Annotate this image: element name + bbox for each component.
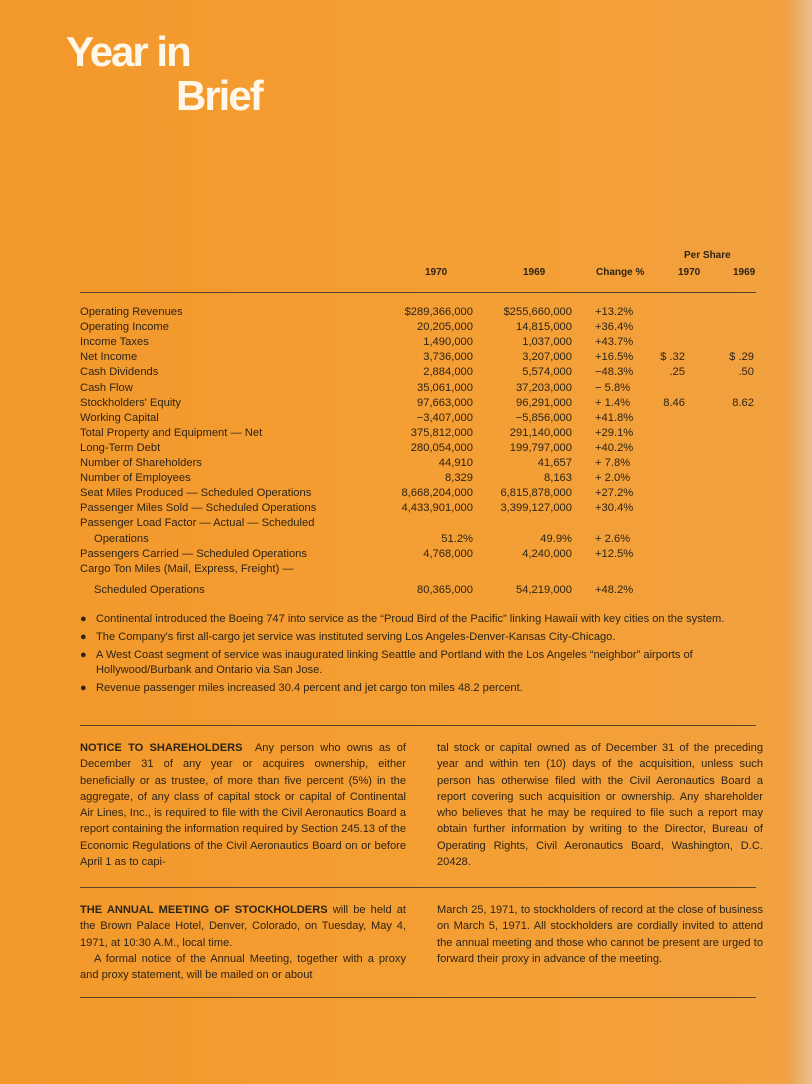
meeting-heading: THE ANNUAL MEETING OF STOCKHOLDERS xyxy=(80,904,328,916)
divider-3 xyxy=(80,997,756,998)
row-label: Number of Shareholders xyxy=(80,457,202,469)
row-label: Working Capital xyxy=(80,411,159,424)
table-row xyxy=(80,547,760,562)
title-line-2: Brief xyxy=(176,72,262,119)
row-label: Cash Flow xyxy=(80,381,133,394)
table-row xyxy=(80,350,760,365)
value-1970: 4,433,901,000 xyxy=(401,502,473,515)
bullet-item xyxy=(80,648,730,678)
value-1969: 54,219,000 xyxy=(516,583,572,596)
change-percent: + 2.0% xyxy=(595,472,631,485)
value-1970: 80,365,000 xyxy=(417,583,473,596)
row-label: Income Taxes xyxy=(80,336,149,349)
bullet-dot-icon: ● xyxy=(80,613,87,625)
value-1969: 5,574,000 xyxy=(522,366,572,379)
change-percent: + 2.6% xyxy=(595,532,631,545)
change-percent: +48.2% xyxy=(595,583,634,596)
meeting-left-text-2: A formal notice of the Annual Meeting, together with a proxy and proxy statement, will be mailed on or about xyxy=(80,952,406,982)
notice-right-text: tal stock or capital owned as of December 31 of the preceding year and within ten (10) days of the acquisition, unless such person has otherwise filed with the Civil Aeronautics Board a report covering such acquisition or ownership. Any shareholder who believes that he may be required to file such a report may obtain further information by writing to the Director, Bureau of Operating Rights, Civil Aeronautics Board, Washington, D.C. 20428. xyxy=(437,742,763,869)
row-label: Passenger Miles Sold — Scheduled Operations xyxy=(80,502,317,515)
table-row xyxy=(80,305,760,320)
bullet-text: A West Coast segment of service was inaugurated linking Seattle and Portland with the Los Angeles “neighbor” airports of Hollywood/Burbank and Ontario via San Jose. xyxy=(96,649,693,676)
change-percent: − 5.8% xyxy=(595,381,631,394)
value-1970: −3,407,000 xyxy=(416,411,473,424)
row-label: Operating Income xyxy=(80,321,169,334)
table-row xyxy=(80,583,760,598)
table-row xyxy=(80,501,760,516)
page-edge-shading xyxy=(790,0,812,1084)
value-1969: 3,399,127,000 xyxy=(500,502,572,515)
row-label: Total Property and Equipment — Net xyxy=(80,426,263,439)
value-1969: $255,660,000 xyxy=(503,306,572,318)
value-1970: 44,910 xyxy=(438,457,473,469)
row-label: Stockholders' Equity xyxy=(80,396,182,409)
value-1969: 14,815,000 xyxy=(516,321,572,334)
row-label: Scheduled Operations xyxy=(94,583,205,596)
header-1970: 1970 xyxy=(425,267,448,278)
table-row xyxy=(80,320,760,335)
header-per-share-1970: 1970 xyxy=(678,267,701,278)
value-1969: 1,037,000 xyxy=(522,336,572,349)
value-1969: 6,815,878,000 xyxy=(500,487,572,500)
table-row xyxy=(80,411,760,426)
change-percent: + 1.4% xyxy=(595,396,631,409)
notice-heading: NOTICE TO SHAREHOLDERS xyxy=(80,742,243,754)
value-1969: 3,207,000 xyxy=(522,351,572,364)
header-change: Change % xyxy=(596,267,645,278)
value-1969: 37,203,000 xyxy=(516,381,572,394)
bullet-item xyxy=(80,630,730,645)
row-label: Number of Employees xyxy=(80,472,191,485)
value-1969: 41,657 xyxy=(537,457,572,469)
value-1970: 4,768,000 xyxy=(423,547,473,560)
value-1970: 97,663,000 xyxy=(417,396,473,409)
value-1970: 1,490,000 xyxy=(423,336,473,349)
per-share-1970: .25 xyxy=(669,366,685,379)
per-share-1969: 8.62 xyxy=(732,396,754,409)
row-label: Operations xyxy=(94,532,149,545)
per-share-1970: $ .32 xyxy=(660,351,685,364)
table-row xyxy=(80,426,760,441)
value-1969: 4,240,000 xyxy=(522,547,572,560)
value-1970: 3,736,000 xyxy=(423,351,473,364)
change-percent: +16.5% xyxy=(595,351,634,364)
value-1970: 2,884,000 xyxy=(423,366,473,379)
highlights-list xyxy=(80,612,730,699)
change-percent: +12.5% xyxy=(595,547,634,560)
table-row xyxy=(80,562,760,577)
title-line-1: Year in xyxy=(66,28,190,75)
value-1970: 8,668,204,000 xyxy=(401,487,473,500)
page-title xyxy=(66,30,262,118)
value-1970: 20,205,000 xyxy=(417,321,473,334)
per-share-1970: 8.46 xyxy=(663,396,685,409)
value-1970: 8,329 xyxy=(445,472,473,485)
table-row xyxy=(80,486,760,501)
bullet-item xyxy=(80,612,730,627)
bullet-dot-icon: ● xyxy=(80,649,87,661)
change-percent: +40.2% xyxy=(595,441,634,454)
change-percent: −48.3% xyxy=(595,366,634,379)
notice-right-column xyxy=(437,740,763,870)
bullet-text: Continental introduced the Boeing 747 into service as the “Proud Bird of the Pacific” linking Hawaii with key cities on the system. xyxy=(96,613,725,625)
change-percent: +29.1% xyxy=(595,426,634,439)
change-percent: +13.2% xyxy=(595,306,634,318)
divider-1 xyxy=(80,725,756,726)
notice-left-column xyxy=(80,740,406,870)
row-label: Passenger Load Factor — Actual — Scheduled xyxy=(80,517,315,530)
table-row xyxy=(80,335,760,350)
change-percent: +30.4% xyxy=(595,502,634,515)
table-row xyxy=(80,471,760,486)
header-per-share: Per Share xyxy=(684,250,731,261)
value-1970: 51.2% xyxy=(441,532,473,545)
meeting-left-text-1: will be held at the Brown Palace Hotel, Denver, Colorado, on Tuesday, May 4, 1971, at 10:30 A.M., local time. xyxy=(80,904,406,949)
bullet-text: The Company's first all-cargo jet service was instituted serving Los Angeles-Denver-Kansas City-Chicago. xyxy=(96,631,616,643)
row-label: Operating Revenues xyxy=(80,306,183,318)
bullet-text: Revenue passenger miles increased 30.4 percent and jet cargo ton miles 48.2 percent. xyxy=(96,682,523,694)
table-row xyxy=(80,381,760,396)
value-1969: 96,291,000 xyxy=(516,396,572,409)
table-row xyxy=(80,396,760,411)
change-percent: +43.7% xyxy=(595,336,634,349)
bullet-dot-icon: ● xyxy=(80,631,87,643)
table-header-rule xyxy=(80,292,756,293)
table-row xyxy=(80,516,760,531)
value-1970: $289,366,000 xyxy=(404,306,473,318)
meeting-right-column xyxy=(437,902,763,967)
bullet-item xyxy=(80,681,730,696)
row-label: Passengers Carried — Scheduled Operations xyxy=(80,547,307,560)
table-row xyxy=(80,532,760,547)
row-label: Cargo Ton Miles (Mail, Express, Freight) — xyxy=(80,562,294,575)
meeting-left-column xyxy=(80,902,406,983)
value-1969: 8,163 xyxy=(544,472,572,485)
meeting-right-text: March 25, 1971, to stockholders of record at the close of business on March 5, 1971. All stockholders are cordially invited to attend the annual meeting and those who cannot be present are urged to forward their proxy in advance of the meeting. xyxy=(437,904,763,965)
per-share-1969: $ .29 xyxy=(729,351,754,364)
table-row xyxy=(80,456,760,471)
row-label: Seat Miles Produced — Scheduled Operations xyxy=(80,487,312,500)
value-1970: 375,812,000 xyxy=(410,426,473,439)
row-label: Net Income xyxy=(80,351,138,364)
row-label: Cash Dividends xyxy=(80,366,159,379)
header-1969: 1969 xyxy=(523,267,546,278)
change-percent: +27.2% xyxy=(595,487,634,500)
value-1969: −5,856,000 xyxy=(515,411,572,424)
value-1969: 199,797,000 xyxy=(509,441,572,454)
divider-2 xyxy=(80,887,756,888)
change-percent: +41.8% xyxy=(595,411,634,424)
per-share-1969: .50 xyxy=(738,366,754,379)
header-per-share-1969: 1969 xyxy=(733,267,756,278)
row-label: Long-Term Debt xyxy=(80,441,161,454)
table-row xyxy=(80,441,760,456)
bullet-dot-icon: ● xyxy=(80,682,87,694)
change-percent: +36.4% xyxy=(595,321,634,334)
change-percent: + 7.8% xyxy=(595,457,631,469)
value-1970: 280,054,000 xyxy=(410,441,473,454)
notice-left-text: Any person who owns as of December 31 of any year or acquires ownership, either beneficially or as trustee, of more than five percent (5%) in the aggregate, of any class of capital stock or capital of Continental Air Lines, Inc., is required to file with the Civil Aeronautics Board a report containing the information required by Section 245.13 of the Economic Regulations of the Civil Aeronautics Board on or before April 1 as to capi- xyxy=(80,742,406,869)
table-row xyxy=(80,365,760,380)
value-1970: 35,061,000 xyxy=(417,381,473,394)
value-1969: 49.9% xyxy=(540,532,572,545)
value-1969: 291,140,000 xyxy=(509,426,572,439)
